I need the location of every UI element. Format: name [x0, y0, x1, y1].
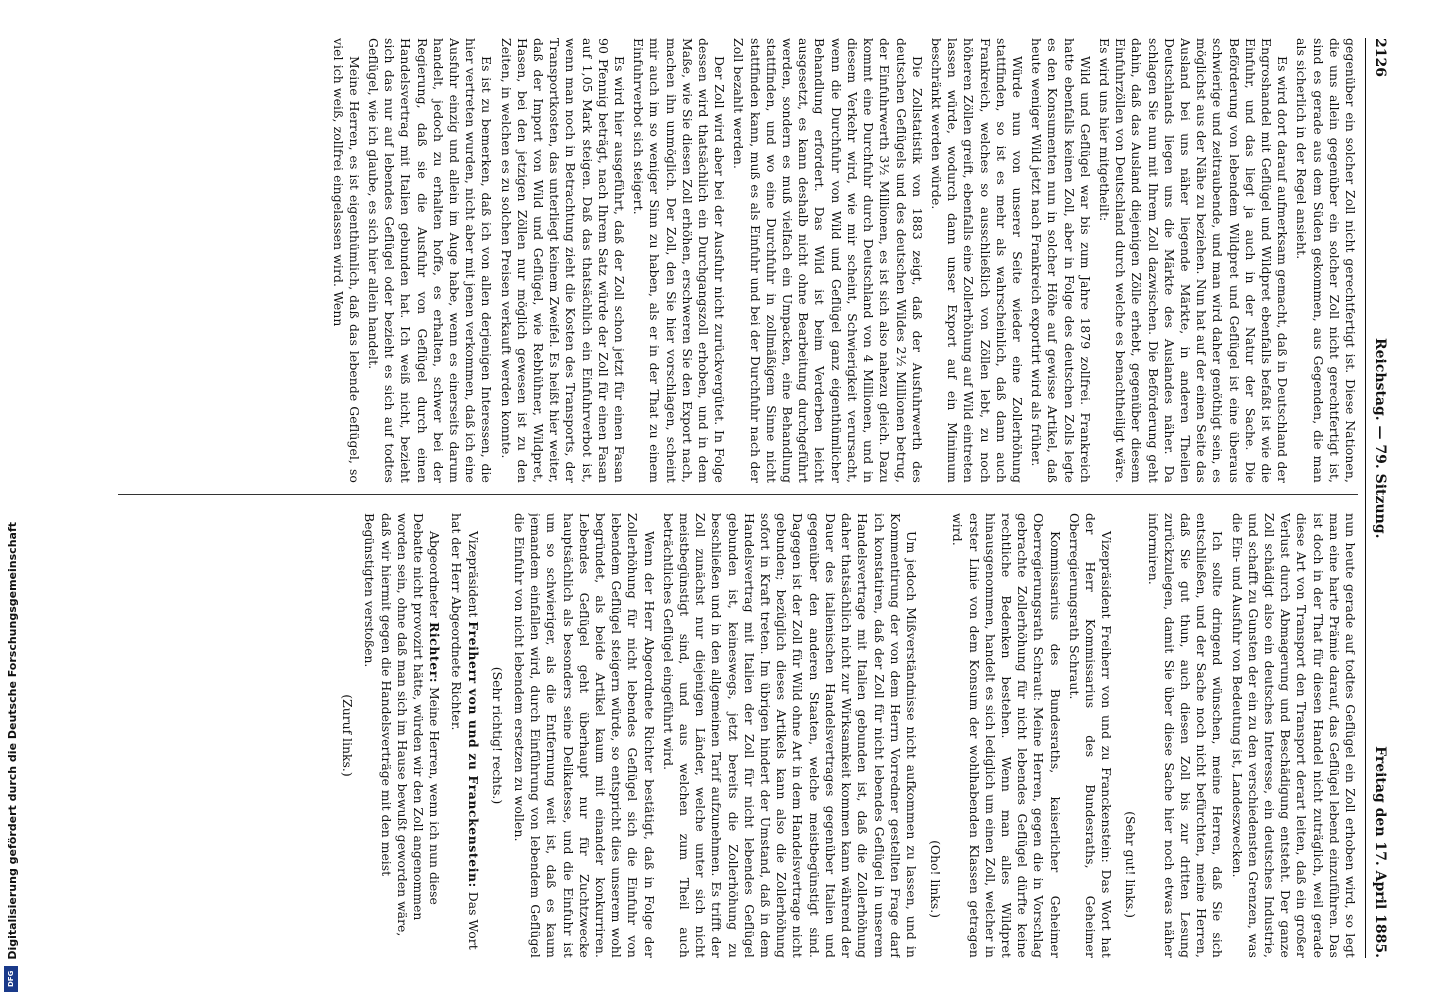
speaker-prefix: Abgeordneter — [427, 531, 443, 619]
right-column — [118, 513, 1358, 958]
speaker-text: Das Wort hat der Herr Abgeordnete Richter. — [449, 513, 481, 950]
speaker-line — [448, 513, 480, 958]
paragraph: nun heute gerade auf todtes Geflügel ein Zoll erhoben wird, so legt man eine harte Prämie darauf, das Geflügel lebend einzuführen. Das ist doch in der That für diesen Handel nicht zuträglich, weil gerade diese Art von Transport den Transport derart leiten, daß ein großer Verlust durch Abmagerung und Beschädigung entsteht. Der ganze Zoll schädigt also ein deutsches Interesse, ein deutsches Industrie, und schafft zu Gunsten der ein zu den verschiedensten Grenzen, was die Ein- und Ausfuhr von Bedeutung ist, Landeszwecken. — [1229, 513, 1358, 958]
paragraph: Der Zoll wird aber bei der Ausfuhr nicht zurückvergütet. In Folge dessen wird thatsächlich ein Durchgangszoll erhoben, und in dem Maße, wie Sie diesen Zoll erhöhen, erschweren Sie den Export nach, machen ihn unmöglich. Der Zoll, den Sie hier vorschlagen, scheint mir auch im so weniger Sinn zu haben, als er in der That zu einem Einfuhrverbot sich steigert. — [631, 38, 728, 483]
paragraph: Wenn der Herr Abgeordnete Richter bestätigt, daß in Folge der Zollerhöhung für nicht lebendes Geflügel sich die Einfuhr von lebendem Geflügel steigern würde, so entspricht dies unserem wohl begründet, als beide Artikel kaum mit einander konkurriren. Lebendes Geflügel geht überhaupt nur für Zuchtzwecke hauptsächlich als besonders seine Delikatesse, und die Einfuhr ist um so schwieriger, als die Entfernung weit ist, daß es kaum jemandem einfallen wird, durch Einführung von lebendem Geflügel die Einfuhr von nicht lebendem ersetzen zu wollen. — [512, 513, 657, 958]
footer — [0, 0, 24, 1000]
digitization-credit: Digitalisierung gefördert durch die Deutsche Forschungsgemeinschaft — [6, 522, 19, 960]
speaker-text: Meine Herren, wenn ich nun diese Debatte nicht provozirt hätte, würden wir den Zoll angenommen worden sein, ohne daß man sich im Hause bewußt geworden wäre, daß wir hiermit gegen die Handelsverträge mit den meist Begünstigten verstoßen. — [362, 513, 443, 937]
header-title: Reichstag. — 79. Sitzung. — [1372, 338, 1388, 539]
paragraph: Ich sollte dringend wünschen, meine Herren, daß Sie sich entschließen, und der Sache noch nicht befürchten, meine Herren, daß Sie gut thun, auch diesen Zoll bis zur dritten Lesung zurückzulegen, damit Sie über diese Sache hier noch etwas näher informiren. — [1145, 513, 1226, 958]
stage-direction: (Zuruf links.) — [340, 694, 356, 777]
page-header — [1365, 38, 1392, 958]
stage-direction: (Sehr gut! links.) — [1123, 811, 1139, 918]
paragraph: Es ist zu bemerken, daß ich von allen derjenigen Interessen, die hier vertreten wurden, nicht aber mit jenen verkommen, daß ich eine Ausfuhr einzig und allein im Auge habe, wenn es einerseits darum handelt, jedoch zu erhalten hoffe, es erhalten, schwer bei der Regierung, daß sie die Ausfuhr von Geflügel durch einen Handelsvertrag mit Italien gebunden hat. Ich weiß nicht, bezieht sich das nur auf lebendes Geflügel oder bezieht es sich auf todtes Geflügel, wie ich glaube, es sich hier allein handelt. — [366, 38, 495, 483]
speaker-prefix: Vizepräsident — [465, 531, 481, 618]
column-divider — [118, 494, 1358, 495]
paragraph: Es wird hier ausgeführt, daß der Zoll schon jetzt für einen Fasan 90 Pfennig beträgt, nach Ihrem Satz würde der Zoll für einen Fasan auf 1,05 Mark steigen. Daß das thatsächlich ein Einfuhrverbot ist, wenn man noch in Betrachtung zieht die Kosten des Transports, der Transportkosten, das unterliegt keinem Zweifel. Es heißt hier weiter, daß der Import von Wild und Geflügel, wie Rebhühner, Wildpret, Hasen, bei den jetzigen Zöllen nur möglich gewesen ist zu den Zeiten, in welchen es zu solchen Preisen verkauft werden konnte. — [498, 38, 628, 483]
header-date: Freitag den 17. April 1885. — [1372, 746, 1388, 958]
page-number: 2126 — [1372, 38, 1388, 77]
stage-direction: (Sehr richtig! rechts.) — [489, 666, 505, 805]
paragraph: Um jedoch Mißverständnisse nicht aufkommen zu lassen, und in Kommentirung der von dem Herrn Vorredner gestellten Frage darf ich konstatiren, daß der Zoll für nicht lebendes Geflügel in unserem Handelsvertrage mit Italien gebunden ist, daß die Zollerhöhung daher thatsächlich nicht zur Wirksamkeit kommen kann während der Dauer des italienischen Handelsvertrages gegenüber Italien und gegenüber den anderen Staaten, welche meistbegünstigt sind. Dagegen ist der Zoll für Wild ohne Art in dem Handelsvertrage nicht gebunden; bezüglich dieses Artikels kann also die Zollerhöhung sofort in Kraft treten. Im übrigen hindert der Umstand, daß in dem Handelsvertrag mit Italien der Zoll für nicht lebendes Geflügel gebunden ist, keineswegs, jetzt bereits die Zollerhöhung zu beschließen und in den allgemeinen Tarif aufzunehmen. Es trifft der Zoll zunächst nur diejenigen Länder, welche unter sich nicht meistbegünstigt sind, und aus welchen zum Theil auch beträchtliches Geflügel eingeführt wird. — [660, 513, 919, 958]
paragraph: gegenüber ein solcher Zoll nicht gerechtfertigt ist. Diese Nationen, die uns allein gegenüber ein solcher Zoll nicht gerechtfertigt ist, sind es gerade aus dem Süden gekommen, aus Gegenden, die man als sicherlich in der Regel ansieht. — [1294, 38, 1358, 483]
stage-direction: (Oho! links.) — [928, 840, 944, 918]
paragraph: Wild und Geflügel war bis zum Jahre 1879 zollfrei. Frankreich hatte ebenfalls keinen Zoll, aber in Folge des deutschen Zolls legte es den Konsumenten nun in solcher Höhe auf gewisse Artikel, daß heute weniger Wild jetzt nach Frankreich exportirt wird als früher. — [1029, 38, 1093, 483]
speaker-line — [361, 513, 442, 958]
left-column — [118, 38, 1358, 483]
paragraph: Die Zollstatistik von 1883 zeigt, daß der Ausfuhrwerth des deutschen Geflügels und des deutschen Wildes 2½ Millionen betrug, der Einfuhrwerth 3½ Millionen, es ist sich also nahezu gleich. Dazu kommt eine Durchfuhr durch Deutschland von 4 Millionen, und in diesem Verkehr wird, wie mir scheint, Schwierigkeit verursacht, wenn die Durchfuhr von Wild und Geflügel ganz eigenthümlicher Behandlung erfordert. Das Wild ist beim Verderben leicht ausgesetzt, es kann deshalb nicht ohne Bearbeitung durchgeführt werden, sondern es muß vielfach ein Umpacken, eine Behandlung stattfinden, und wo eine Durchfuhr in zollmäßigem Sinne nicht stattfinden kann, muß es als Einfuhr und bei der Durchfuhr nach der Zoll bezahlt werden. — [731, 38, 925, 483]
paragraph: Vizepräsident Freiherr von und zu Franckenstein: Das Wort hat der Herr Kommissarius des Bundesraths, Geheimer Oberregierungsrath Schraut. — [1066, 513, 1115, 958]
paragraph: Würde nun von unserer Seite wieder eine Zollerhöhung stattfinden, so ist es mehr als wahrscheinlich, daß dann auch Frankreich, welches so ausschließlich von Zöllen lebt, zu noch höheren Zöllen greift, ebenfalls eine Zollerhöhung auf Wild eintreten lassen würde, wodurch dann unser Export auf ein Minimum beschränkt werden würde. — [928, 38, 1025, 483]
dfg-logo: DFG — [4, 966, 18, 992]
speaker-name: Richter: — [427, 621, 443, 684]
speaker-name: Freiherr von und zu Franckenstein: — [465, 621, 481, 888]
paragraph: Kommissarius des Bundesraths, kaiserlicher Geheimer Oberregierungsrath Schraut: Meine Herren, gegen die in Vorschlag gebrachte Zollerhöhung für nicht lebendes Geflügel dürfte keine rechtliche Bedenken bestehen. Wenn man alles Wildpret hinausgenommen, handelt es sich lediglich um einen Zoll, welcher in erster Linie von dem Konsum der wohlhabenden Klassen getragen wird. — [950, 513, 1063, 958]
paragraph: Meine Herren, es ist eigenthümlich, daß das lebende Geflügel, so viel ich weiß, zollfrei eingelassen wird. Wenn — [330, 38, 362, 483]
paragraph: Es wird dort darauf aufmerksam gemacht, daß in Deutschland der Engroshandel mit Geflügel und Wildpret ebenfalls befaßt ist wie die Einfuhr, und das liegt ja auch in der Natur der Sache. Die Beförderung von lebendem Wildpret und Geflügel ist eine überaus schwierige und zeitraubende, und man wird daher genöthigt sein, es möglichst aus der Nähe zu beziehen. Nun hat auf der einen Seite das Ausland bei uns näher liegende Märkte, in anderen Theilen Deutschlands liegen uns die Märkte des Auslandes näher. Da schlagen Sie nun mit Ihrem Zoll dazwischen. Die Beförderung geht dahin, daß das Ausland diejenigen Zölle erhebt, gegenüber diesem Einfuhrzöllen von Deutschland durch welche es benachtheiligt wäre. Es wird uns hier mitgetheilt: — [1096, 38, 1291, 483]
scanned-page — [102, 28, 1392, 973]
